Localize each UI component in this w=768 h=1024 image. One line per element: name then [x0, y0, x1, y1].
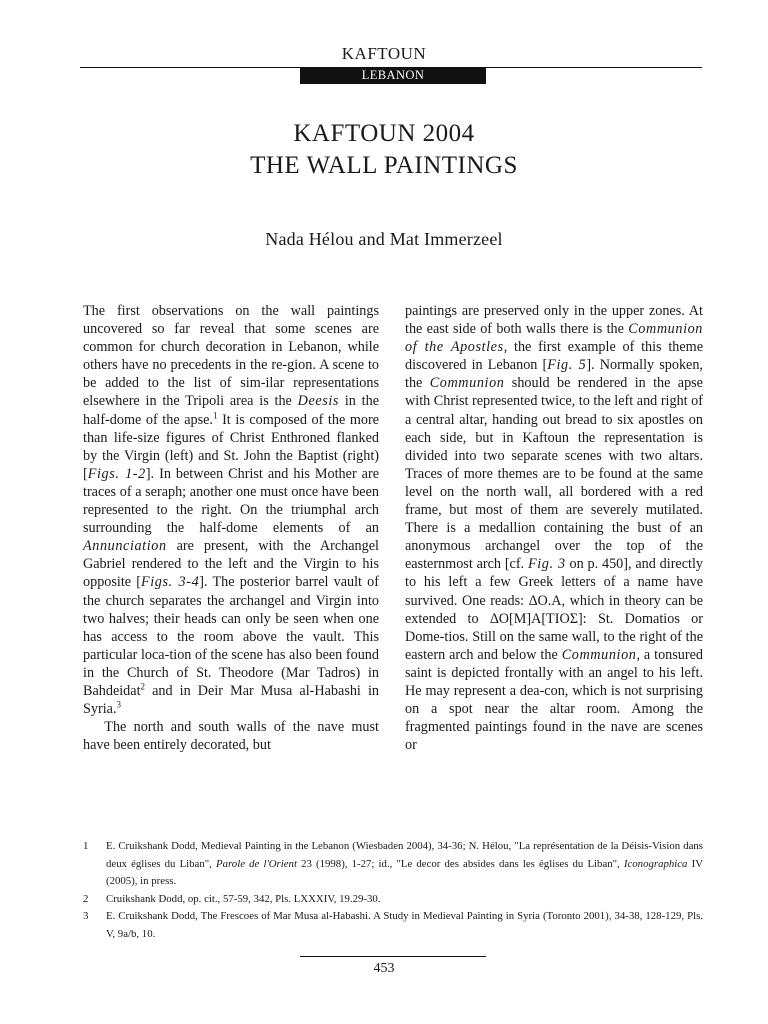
footnote-text: E. Cruikshank Dodd, Medieval Painting in the Lebanon (Wiesbaden 2004), 34-36; N. Hélou, "La représentation de la Déisis-Vision dans deux églises du Liban", Parole de l'Orient 23 (1998), 1-27; id., "Le decor des absides dans les églises du Liban", Iconographica IV (2005), in press. — [106, 840, 703, 888]
title-line-2: THE WALL PAINTINGS — [250, 152, 518, 179]
footnotes — [83, 838, 703, 944]
footer-rule — [300, 956, 486, 957]
footnote-ref[interactable]: 1 — [212, 409, 218, 420]
authors: Nada Hélou and Mat Immerzeel — [265, 229, 503, 249]
paragraph: The north and south walls of the nave must have been entirely decorated, but — [83, 719, 379, 754]
body-column-right — [405, 302, 703, 754]
figure-ref[interactable]: Figs. 1-2 — [87, 465, 146, 482]
running-head: KAFTOUN — [341, 44, 427, 63]
footnote-number: 2 — [83, 892, 89, 905]
figure-ref[interactable]: Figs. 3-4 — [141, 574, 200, 591]
footnote-number: 3 — [83, 910, 89, 923]
paragraph: The first observations on the wall paintings uncovered so far reveal that some scenes are common for church decoration in Lebanon, while others have no precedents in the re-gion. A scene to be added to the list of sim-ilar representations elsewhere in the Tripoli area is the Deesis in the half-dome of the apse.$^1$ It is composed of the more than life-size figures of Christ Enthroned flanked by the Virgin (left) and St. John the Baptist (right) [Figs. 1-2]. In between Christ and his Mother are traces of a seraph; another one must once have been represented to the right. On the triumphal arch surrounding the half-dome elements of an Annunciation are present, with the Archangel Gabriel rendered to the left and the Virgin to his opposite [Figs. 3-4]. The posterior barrel vault of the church separates the archangel and Virgin into two halves; their heads can only be seen when one has access to the room above the vault. This particular loca-tion of the scene has also been found in the Church of St. Theodore (Mar Tadros) in Bahdeidat$^2$ and in Deir Mar Musa al-Habashi in Syria.$^3$ — [83, 303, 379, 718]
footnote — [83, 908, 703, 943]
footnote-number: 1 — [83, 840, 89, 852]
paragraph: paintings are preserved only in the upper zones. At the east side of both walls there is the Communion of the Apostles, the first example of this theme discovered in Lebanon [Fig. 5]. Normally spoken, the Communion should be rendered in the apse with Christ represented twice, to the left and right of a central altar, handing out bread to six apostles on each side, but in Kaftoun the representation is divided into two separate scenes with two altars. Traces of more themes are to be found at the same level on the north wall, all bordered with a red frame, but most of them are severely mutilated. There is a medallion containing the bust of an anonymous archangel over the top of the easternmost arch [cf. Fig. 3 on p. 450], and directly to his left a few Greek letters of a name have survived. One reads: ΔΟ.Α, which in theory can be extended to ΔΟ[Μ]Α[ΤΙΟΣ]: St. Domatios or Dome-tios. Still on the same wall, to the right of the eastern arch and below the Communion, a tonsured saint is depicted frontally with an angel to his left. He may represent a dea-con, which is not surprising on a spot near the altar room. Among the fragmented paintings found in the nave are scenes or — [405, 303, 703, 754]
footnote-ref[interactable]: 3 — [116, 699, 121, 710]
footnote-text: Cruikshank Dodd, op. cit., 57-59, 342, Pls. LXXXIV, 19.29-30. — [106, 892, 381, 905]
footnote-ref[interactable]: 2 — [140, 681, 146, 692]
footnote-text: E. Cruikshank Dodd, The Frescoes of Mar Musa al-Habashi. A Study in Medieval Painting in Syria (Toronto 2001), 34-38, 128-129, Pls. V, 9a/b, 10. — [106, 910, 703, 940]
body-column-left — [83, 302, 379, 754]
title-line-1: KAFTOUN 2004 — [293, 120, 475, 147]
figure-ref[interactable]: Fig. 5 — [547, 357, 587, 374]
page-number: 453 — [373, 961, 395, 976]
footnote — [83, 838, 703, 891]
section-tab: LEBANON — [300, 67, 486, 84]
article-title — [0, 118, 768, 182]
figure-ref[interactable]: Fig. 3 — [527, 556, 566, 573]
footnote — [83, 891, 703, 909]
